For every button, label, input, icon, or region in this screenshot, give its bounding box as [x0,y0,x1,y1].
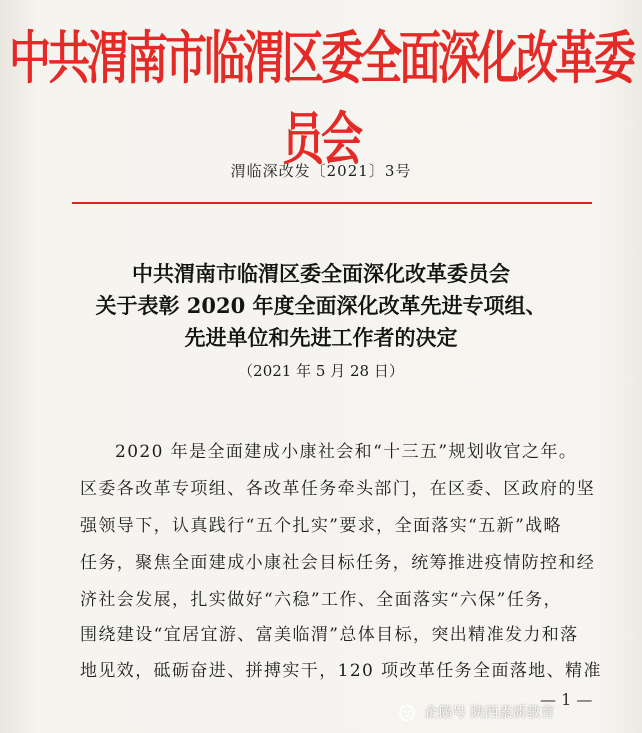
document-date: （2021 年 5 月 28 日） [238,362,404,380]
watermark-text: 企鹅号 陕西素质教育 [424,705,555,721]
body-paragraph-line: 区委各改革专项组、各改革任务牵头部门，在区委、区政府的坚 [80,479,596,499]
document-number: 渭临深改发〔2021〕3号 [230,162,412,180]
org-header: 中共渭南市临渭区委全面深化改革委员会 [8,24,633,172]
title-line-2: 关于表彰 2020 年度全面深化改革先进专项组、 [95,293,547,318]
body-paragraph-line: 强领导下，认真践行“五个扎实”要求，全面落实“五新”战略 [80,516,562,536]
page-number: — 1 — [540,690,593,709]
watermark [396,702,554,722]
red-divider-line [72,202,592,204]
body-paragraph-line: 2020 年是全面建成小康社会和“十三五”规划收官之年。 [115,442,578,462]
body-paragraph-line: 围绕建设“宜居宜游、富美临渭”总体目标，突出精准发力和落 [80,625,579,645]
body-paragraph-line: 地见效，砥砺奋进、拼搏实干，120 项改革任务全面落地、精准 [80,661,602,681]
title-line-1: 中共渭南市临渭区委全面深化改革委员会 [132,261,510,286]
penguin-logo-icon [396,703,418,721]
title-line-3: 先进单位和先进工作者的决定 [184,325,458,350]
body-paragraph-line: 任务，聚焦全面建成小康社会目标任务，统筹推进疫情防控和经 [80,553,596,573]
body-paragraph-line: 济社会发展，扎实做好“六稳”工作、全面落实“六保”任务， [80,590,562,610]
